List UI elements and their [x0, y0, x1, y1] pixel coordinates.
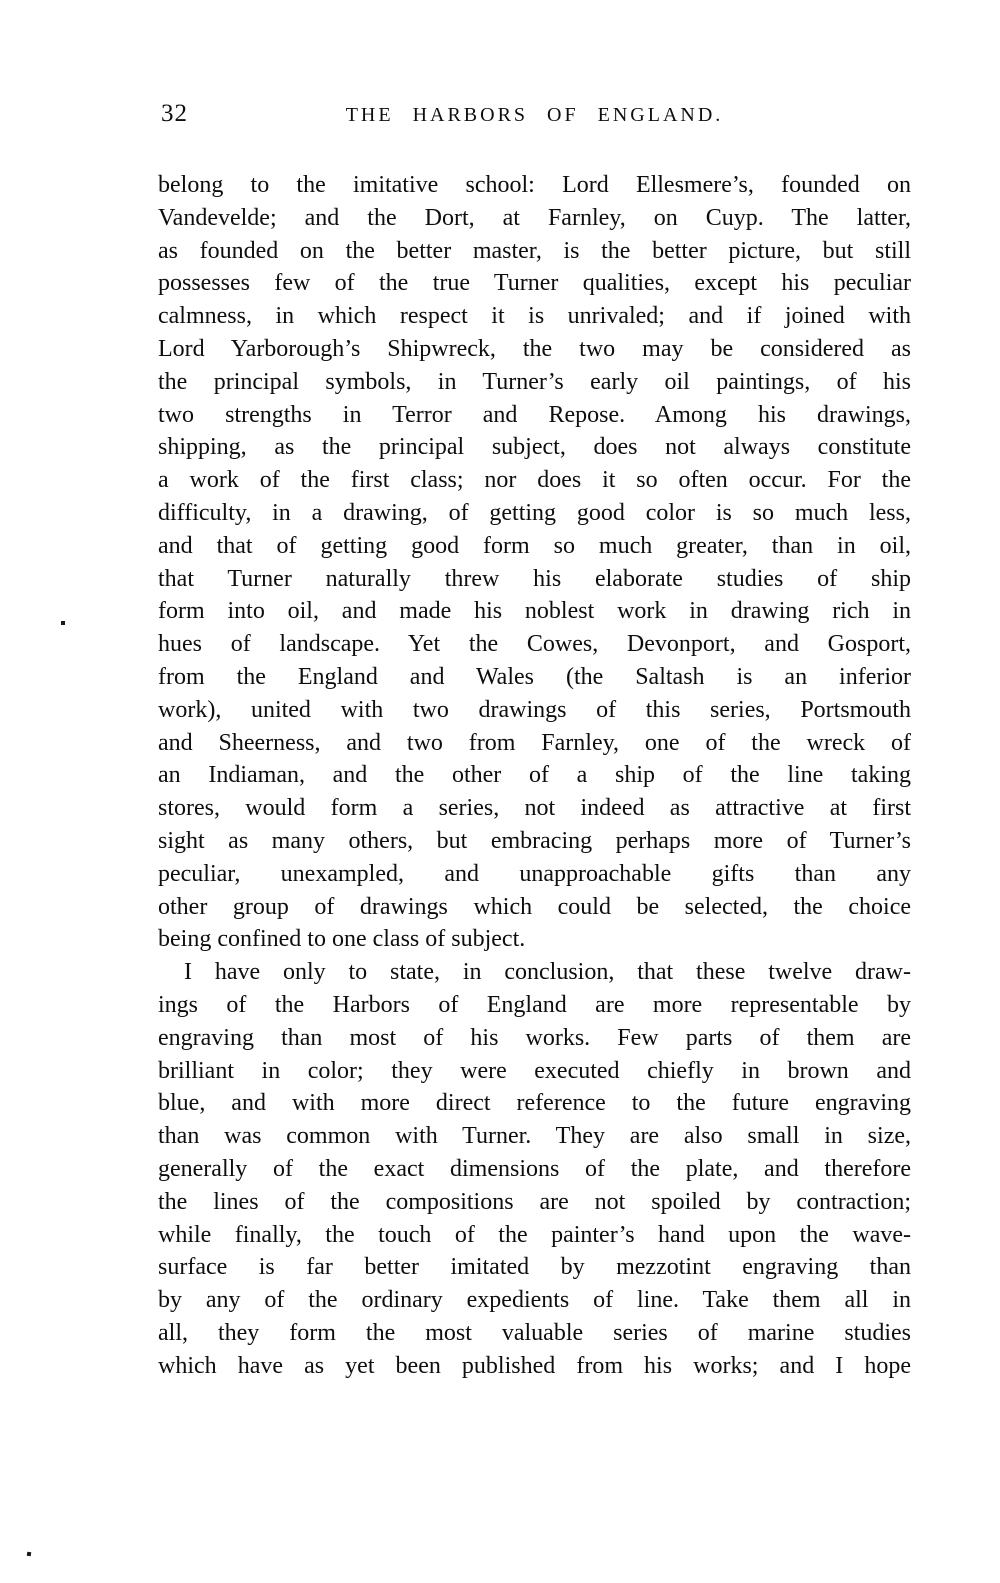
paragraph — [158, 956, 911, 1382]
scan-artifact — [27, 1552, 32, 1557]
running-title: THE HARBORS OF ENGLAND. — [345, 104, 724, 126]
text-line: form into oil, and made his noblest work in drawing rich in — [158, 598, 911, 625]
text-line: work), united with two drawings of this series, Portsmouth — [158, 696, 911, 723]
text-line: while finally, the touch of the painter’s hand upon the wave- — [158, 1221, 911, 1248]
text-line: two strengths in Terror and Repose. Among his drawings, — [158, 401, 911, 428]
text-line: a work of the first class; nor does it so often occur. For the — [158, 467, 911, 494]
text-line: an Indiaman, and the other of a ship of the line taking — [158, 762, 911, 789]
text-line: belong to the imitative school: Lord Ellesmere’s, founded on — [158, 172, 911, 198]
text-line: the principal symbols, in Turner’s early oil paintings, of his — [158, 368, 911, 395]
text-line: possesses few of the true Turner qualities, except his peculiar — [158, 270, 911, 297]
text-line: from the England and Wales (the Saltash is an inferior — [158, 663, 911, 690]
scan-artifact — [61, 621, 65, 625]
text-line: and Sheerness, and two from Farnley, one of the wreck of — [158, 729, 911, 756]
text-line: I have only to state, in conclusion, that these twelve draw- — [184, 959, 911, 986]
text-line: brilliant in color; they were executed chiefly in brown and — [158, 1057, 911, 1084]
text-line: and that of getting good form so much greater, than in oil, — [158, 532, 911, 559]
text-line: all, they form the most valuable series of marine studies — [158, 1319, 911, 1346]
text-line: than was common with Turner. They are also small in size, — [158, 1123, 911, 1150]
text-line: ings of the Harbors of England are more representable by — [158, 991, 911, 1018]
text-line: Vandevelde; and the Dort, at Farnley, on Cuyp. The latter, — [158, 204, 911, 231]
text-line: which have as yet been published from his works; and I hope — [158, 1352, 911, 1379]
text-line: peculiar, unexampled, and unapproachable gifts than any — [158, 860, 911, 887]
paragraph — [158, 169, 911, 956]
text-line: surface is far better imitated by mezzotint engraving than — [158, 1254, 911, 1281]
text-line: Lord Yarborough’s Shipwreck, the two may be considered as — [158, 335, 911, 362]
text-line: other group of drawings which could be selected, the choice — [158, 893, 911, 920]
text-line: sight as many others, but embracing perhaps more of Turner’s — [158, 827, 911, 854]
text-line: the lines of the compositions are not spoiled by contraction; — [158, 1188, 911, 1215]
text-line: difficulty, in a drawing, of getting good color is so much less, — [158, 499, 911, 526]
page-body — [158, 169, 911, 1382]
page-number: 32 — [161, 100, 188, 127]
text-line: being confined to one class of subject. — [158, 926, 526, 953]
text-line: engraving than most of his works. Few parts of them are — [158, 1024, 911, 1051]
text-line: as founded on the better master, is the better picture, but still — [158, 237, 911, 264]
text-line: shipping, as the principal subject, does not always constitute — [158, 434, 911, 461]
text-line: hues of landscape. Yet the Cowes, Devonport, and Gosport, — [158, 631, 911, 658]
text-line: blue, and with more direct reference to the future engraving — [158, 1090, 911, 1117]
text-line: stores, would form a series, not indeed as attractive at first — [158, 795, 911, 822]
text-line: that Turner naturally threw his elaborate studies of ship — [158, 565, 911, 592]
text-line: by any of the ordinary expedients of line. Take them all in — [158, 1287, 911, 1314]
text-line: generally of the exact dimensions of the plate, and therefore — [158, 1155, 911, 1182]
text-line: calmness, in which respect it is unrivaled; and if joined with — [158, 303, 911, 330]
